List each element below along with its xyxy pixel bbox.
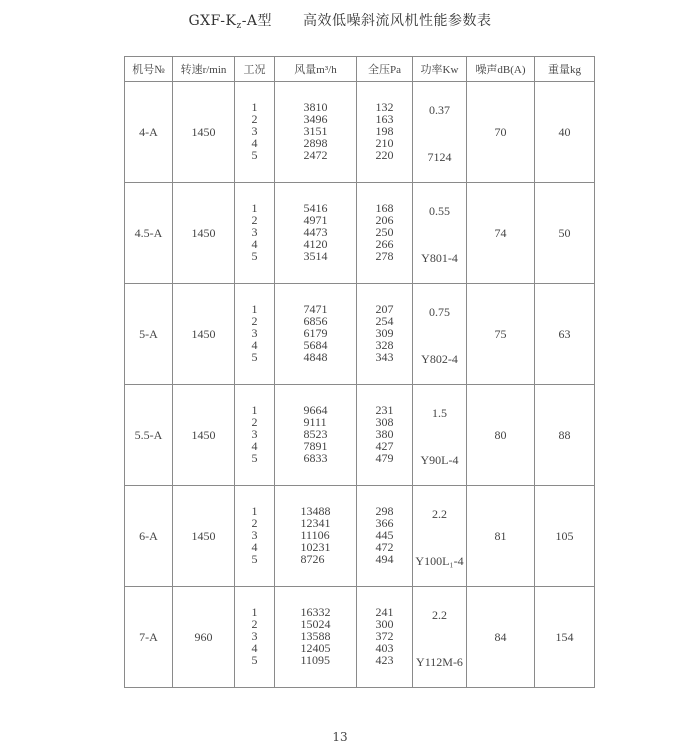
condition-list bbox=[252, 404, 258, 464]
motor-model: Y802-4 bbox=[421, 352, 458, 366]
cell-weight: 154 bbox=[535, 587, 595, 688]
condition-list-value: 1 bbox=[251, 100, 258, 114]
condition-list-value: 5 bbox=[251, 451, 258, 465]
pressure-list bbox=[376, 101, 394, 161]
airflow-list bbox=[304, 101, 328, 161]
cell-weight: 88 bbox=[535, 385, 595, 486]
pressure-list-value: 423 bbox=[375, 653, 394, 667]
airflow-list-value: 3496 bbox=[303, 112, 328, 126]
pressure-list-value: 366 bbox=[375, 516, 394, 530]
airflow-list-value: 16332 bbox=[300, 605, 331, 619]
pressure-list-value: 445 bbox=[375, 528, 394, 542]
pressure-list-value: 300 bbox=[375, 617, 394, 631]
airflow-list-value: 4120 bbox=[303, 237, 328, 251]
condition-list-value: 1 bbox=[251, 403, 258, 417]
cell-model: 6-A bbox=[125, 486, 173, 587]
table-row bbox=[125, 284, 595, 385]
condition-list bbox=[252, 606, 258, 666]
header-speed: 转速r/min bbox=[173, 57, 235, 82]
condition-list-value: 3 bbox=[251, 528, 258, 542]
cell-airflow bbox=[275, 486, 357, 587]
airflow-list-value: 5684 bbox=[303, 338, 328, 352]
airflow-list-value: 6833 bbox=[303, 451, 328, 465]
airflow-list-value: 10231 bbox=[300, 540, 331, 554]
airflow-list-value: 15024 bbox=[300, 617, 331, 631]
table-header-row bbox=[125, 57, 595, 82]
airflow-list bbox=[304, 404, 328, 464]
condition-list-value: 1 bbox=[251, 201, 258, 215]
power-kw: 2.2 bbox=[432, 608, 447, 622]
header-power: 功率Kw bbox=[413, 57, 467, 82]
airflow-list bbox=[304, 202, 328, 262]
cell-power bbox=[413, 82, 467, 183]
cell-model: 4-A bbox=[125, 82, 173, 183]
condition-list-value: 3 bbox=[251, 326, 258, 340]
cell-speed: 1450 bbox=[173, 183, 235, 284]
condition-list-value: 5 bbox=[251, 249, 258, 263]
condition-list-value: 3 bbox=[251, 427, 258, 441]
cell-speed: 1450 bbox=[173, 82, 235, 183]
cell-power bbox=[413, 385, 467, 486]
condition-list-value: 2 bbox=[251, 112, 258, 126]
condition-list-value: 1 bbox=[251, 605, 258, 619]
pressure-list-value: 472 bbox=[375, 540, 394, 554]
pressure-list-value: 278 bbox=[375, 249, 394, 263]
cell-pressure bbox=[357, 183, 413, 284]
condition-list-value: 3 bbox=[251, 225, 258, 239]
header-model: 机号№ bbox=[125, 57, 173, 82]
airflow-list-value: 4971 bbox=[303, 213, 328, 227]
cell-conditions bbox=[235, 385, 275, 486]
airflow-list-value: 13488 bbox=[300, 504, 331, 518]
cell-weight: 50 bbox=[535, 183, 595, 284]
pressure-list bbox=[376, 202, 394, 262]
cell-pressure bbox=[357, 385, 413, 486]
cell-model: 5.5-A bbox=[125, 385, 173, 486]
cell-power bbox=[413, 183, 467, 284]
cell-speed: 1450 bbox=[173, 486, 235, 587]
pressure-list-value: 207 bbox=[375, 302, 394, 316]
power-kw: 2.2 bbox=[432, 507, 447, 521]
pressure-list-value: 220 bbox=[375, 148, 394, 162]
motor-model: Y90L-4 bbox=[420, 453, 459, 467]
condition-list-value: 3 bbox=[251, 124, 258, 138]
condition-list-value: 2 bbox=[251, 617, 258, 631]
cell-pressure bbox=[357, 82, 413, 183]
pressure-list-value: 266 bbox=[375, 237, 394, 251]
airflow-list-value: 3514 bbox=[303, 249, 328, 263]
title-model-subscript: z bbox=[236, 21, 242, 31]
condition-list-value: 5 bbox=[251, 653, 258, 667]
cell-model: 5-A bbox=[125, 284, 173, 385]
table-row bbox=[125, 587, 595, 688]
cell-weight: 40 bbox=[535, 82, 595, 183]
airflow-list-value: 11106 bbox=[300, 528, 330, 542]
cell-power bbox=[413, 486, 467, 587]
table-row bbox=[125, 82, 595, 183]
table-row bbox=[125, 486, 595, 587]
condition-list-value: 2 bbox=[251, 213, 258, 227]
condition-list bbox=[252, 101, 258, 161]
airflow-list bbox=[301, 505, 331, 565]
cell-speed: 1450 bbox=[173, 385, 235, 486]
cell-airflow bbox=[275, 82, 357, 183]
condition-list-value: 5 bbox=[251, 148, 258, 162]
cell-pressure bbox=[357, 284, 413, 385]
condition-list-value: 2 bbox=[251, 415, 258, 429]
condition-list-value: 4 bbox=[251, 641, 258, 655]
pressure-list-value: 372 bbox=[375, 629, 394, 643]
pressure-list-value: 206 bbox=[375, 213, 394, 227]
condition-list-value: 1 bbox=[251, 504, 258, 518]
condition-list bbox=[252, 505, 258, 565]
cell-conditions bbox=[235, 284, 275, 385]
cell-airflow bbox=[275, 183, 357, 284]
airflow-list-value: 3151 bbox=[303, 124, 328, 138]
condition-list-value: 2 bbox=[251, 314, 258, 328]
title-name: 高效低噪斜流风机性能参数表 bbox=[302, 13, 492, 29]
cell-pressure bbox=[357, 587, 413, 688]
header-noise: 噪声dB(A) bbox=[467, 57, 535, 82]
condition-list bbox=[252, 202, 258, 262]
pressure-list-value: 494 bbox=[375, 552, 394, 566]
airflow-list-value: 3810 bbox=[303, 100, 328, 114]
cell-speed: 1450 bbox=[173, 284, 235, 385]
pressure-list-value: 298 bbox=[375, 504, 394, 518]
header-weight: 重量kg bbox=[535, 57, 595, 82]
power-kw: 0.37 bbox=[429, 103, 450, 117]
cell-conditions bbox=[235, 183, 275, 284]
airflow-list-value: 5416 bbox=[303, 201, 328, 215]
airflow-list-value: 12341 bbox=[300, 516, 331, 530]
motor-model: Y112M-6 bbox=[416, 655, 463, 669]
airflow-list-value: 4848 bbox=[303, 350, 328, 364]
cell-airflow bbox=[275, 284, 357, 385]
pressure-list bbox=[376, 404, 394, 464]
header-condition: 工况 bbox=[235, 57, 275, 82]
airflow-list-value: 11095 bbox=[300, 653, 331, 667]
pressure-list-value: 241 bbox=[375, 605, 394, 619]
airflow-list-value: 8523 bbox=[303, 427, 328, 441]
pressure-list-value: 132 bbox=[375, 100, 394, 114]
pressure-list-value: 168 bbox=[375, 201, 394, 215]
airflow-list-value: 7471 bbox=[303, 302, 328, 316]
power-kw: 0.55 bbox=[429, 204, 450, 218]
header-pressure: 全压Pa bbox=[357, 57, 413, 82]
airflow-list-value: 8726 bbox=[300, 552, 325, 566]
title-model-suffix: -A型 bbox=[241, 13, 273, 29]
condition-list bbox=[252, 303, 258, 363]
condition-list-value: 3 bbox=[251, 629, 258, 643]
cell-noise: 84 bbox=[467, 587, 535, 688]
airflow-list-value: 6856 bbox=[303, 314, 328, 328]
title-model-prefix: GXF-K bbox=[188, 13, 237, 29]
table-body bbox=[125, 82, 595, 688]
airflow-list-value: 9664 bbox=[303, 403, 328, 417]
cell-model: 4.5-A bbox=[125, 183, 173, 284]
pressure-list-value: 403 bbox=[375, 641, 394, 655]
condition-list-value: 4 bbox=[251, 540, 258, 554]
cell-airflow bbox=[275, 385, 357, 486]
cell-conditions bbox=[235, 587, 275, 688]
cell-conditions bbox=[235, 486, 275, 587]
motor-model: 7124 bbox=[427, 150, 452, 164]
cell-pressure bbox=[357, 486, 413, 587]
cell-weight: 105 bbox=[535, 486, 595, 587]
cell-noise: 74 bbox=[467, 183, 535, 284]
power-kw: 0.75 bbox=[429, 305, 450, 319]
pressure-list-value: 479 bbox=[375, 451, 394, 465]
airflow-list-value: 13588 bbox=[300, 629, 331, 643]
performance-table bbox=[124, 56, 595, 688]
pressure-list-value: 250 bbox=[375, 225, 394, 239]
pressure-list-value: 254 bbox=[375, 314, 394, 328]
cell-noise: 80 bbox=[467, 385, 535, 486]
motor-model: Y801-4 bbox=[421, 251, 458, 265]
power-kw: 1.5 bbox=[432, 406, 447, 420]
pressure-list-value: 210 bbox=[375, 136, 394, 150]
airflow-list-value: 2898 bbox=[303, 136, 328, 150]
cell-noise: 70 bbox=[467, 82, 535, 183]
condition-list-value: 4 bbox=[251, 338, 258, 352]
pressure-list-value: 198 bbox=[375, 124, 394, 138]
pressure-list-value: 231 bbox=[375, 403, 394, 417]
pressure-list bbox=[376, 303, 394, 363]
airflow-list bbox=[301, 606, 331, 666]
condition-list-value: 4 bbox=[251, 439, 258, 453]
pressure-list bbox=[376, 606, 394, 666]
condition-list-value: 4 bbox=[251, 136, 258, 150]
condition-list-value: 5 bbox=[251, 552, 258, 566]
cell-noise: 75 bbox=[467, 284, 535, 385]
condition-list-value: 1 bbox=[251, 302, 258, 316]
header-airflow: 风量m³/h bbox=[275, 57, 357, 82]
cell-model: 7-A bbox=[125, 587, 173, 688]
airflow-list-value: 12405 bbox=[300, 641, 331, 655]
pressure-list-value: 328 bbox=[375, 338, 394, 352]
page-title bbox=[0, 10, 680, 31]
table-row bbox=[125, 183, 595, 284]
page-number: 13 bbox=[332, 730, 348, 744]
cell-speed: 960 bbox=[173, 587, 235, 688]
pressure-list-value: 308 bbox=[375, 415, 394, 429]
airflow-list bbox=[304, 303, 328, 363]
cell-conditions bbox=[235, 82, 275, 183]
condition-list-value: 2 bbox=[251, 516, 258, 530]
cell-noise: 81 bbox=[467, 486, 535, 587]
condition-list-value: 5 bbox=[251, 350, 258, 364]
pressure-list-value: 343 bbox=[375, 350, 394, 364]
pressure-list-value: 309 bbox=[375, 326, 394, 340]
pressure-list bbox=[376, 505, 394, 565]
airflow-list-value: 2472 bbox=[303, 148, 328, 162]
cell-airflow bbox=[275, 587, 357, 688]
pressure-list-value: 380 bbox=[375, 427, 394, 441]
table-row bbox=[125, 385, 595, 486]
cell-power bbox=[413, 284, 467, 385]
motor-model: Y100L₁-4 bbox=[415, 554, 464, 568]
airflow-list-value: 6179 bbox=[303, 326, 328, 340]
pressure-list-value: 163 bbox=[375, 112, 394, 126]
cell-weight: 63 bbox=[535, 284, 595, 385]
cell-power bbox=[413, 587, 467, 688]
airflow-list-value: 4473 bbox=[303, 225, 328, 239]
airflow-list-value: 7891 bbox=[303, 439, 328, 453]
condition-list-value: 4 bbox=[251, 237, 258, 251]
airflow-list-value: 9111 bbox=[303, 415, 327, 429]
pressure-list-value: 427 bbox=[375, 439, 394, 453]
